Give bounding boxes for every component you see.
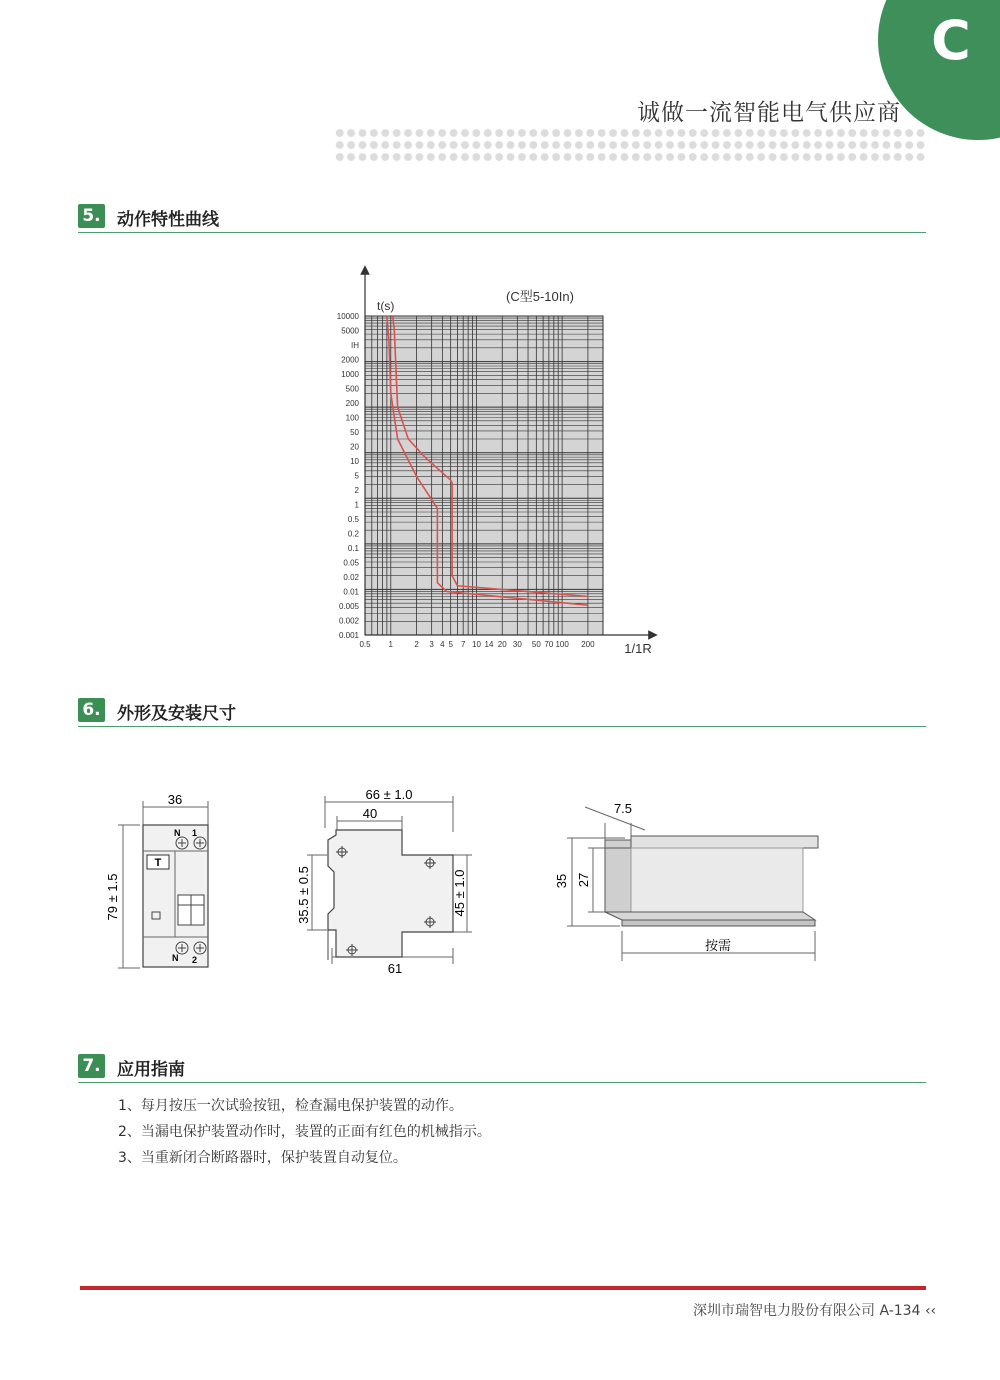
breaker-side-body — [328, 830, 453, 957]
section-number: 5. — [78, 204, 105, 228]
y-tick-label: 2000 — [341, 355, 359, 365]
x-tick-label: 3 — [429, 640, 434, 649]
width-dimension: 36 — [167, 792, 183, 807]
y-tick-label: 0.2 — [347, 529, 359, 539]
x-tick-label: 2 — [414, 640, 419, 649]
y-tick-label: 0.01 — [343, 587, 359, 597]
y-tick-label: 500 — [345, 384, 359, 394]
terminal-label: N — [174, 828, 181, 838]
x-tick-label: 1 — [388, 640, 394, 649]
y-tick-label: 20 — [350, 442, 359, 452]
base-width-dimension: 61 — [387, 961, 403, 976]
y-tick-label: 0.1 — [347, 544, 359, 553]
section-heading-dimensions — [78, 696, 926, 727]
section-heading-curve — [78, 202, 926, 233]
right-height-dimension: 45 ± 1.0 — [452, 869, 467, 917]
overall-width-dimension: 66 ± 1.0 — [365, 787, 413, 802]
trip-curve-chart — [320, 260, 680, 660]
section-title: 外形及安装尺寸 — [117, 704, 236, 724]
chart-title: (C型5-10In) — [506, 289, 574, 304]
x-tick-label: 100 — [555, 640, 569, 649]
y-tick-label: 0.02 — [343, 573, 359, 582]
y-tick-label: 5 — [354, 471, 359, 481]
guide-item: 2、当漏电保护装置动作时，装置的正面有红色的机械指示。 — [118, 1124, 491, 1140]
x-tick-label: 70 — [544, 640, 554, 649]
y-axis-label: t(s) — [377, 299, 395, 313]
x-tick-label: 5 — [448, 640, 453, 649]
top-width-dimension: 40 — [362, 806, 378, 821]
outer-height-dimension: 35 — [554, 873, 569, 889]
x-tick-label: 50 — [531, 640, 541, 649]
y-tick-label: 2 — [354, 486, 359, 495]
x-tick-label: 14 — [484, 640, 494, 649]
x-tick-label: 10 — [472, 640, 481, 649]
category-letter: C — [931, 9, 971, 72]
y-tick-label: IH — [351, 341, 359, 350]
height-dimension: 79 ± 1.5 — [105, 873, 120, 921]
footer-divider — [80, 1286, 926, 1290]
terminal-label: N — [172, 953, 179, 963]
section-heading-guide — [78, 1052, 926, 1083]
y-tick-label: 0.05 — [343, 558, 359, 568]
guide-item: 1、每月按压一次试验按钮，检查漏电保护装置的动作。 — [118, 1098, 463, 1114]
section-number: 6. — [78, 698, 105, 722]
section-title: 动作特性曲线 — [117, 210, 219, 230]
din-rail-drawing — [545, 795, 835, 975]
length-dimension: 按需 — [704, 938, 732, 953]
x-tick-label: 0.5 — [359, 640, 371, 649]
terminal-label: 2 — [192, 955, 198, 965]
y-tick-label: 100 — [345, 413, 359, 423]
x-axis-label: 1/1R — [624, 641, 652, 656]
section-number: 7. — [78, 1054, 105, 1078]
terminal-label: 1 — [192, 828, 198, 838]
guide-item: 3、当重新闭合断路器时，保护装置自动复位。 — [118, 1150, 407, 1166]
flange-dimension: 7.5 — [613, 801, 633, 816]
y-tick-label: 50 — [350, 428, 359, 437]
y-tick-label: 0.001 — [338, 631, 359, 640]
y-tick-label: 0.5 — [347, 515, 359, 524]
footer-company-page: 深圳市瑞智电力股份有限公司 A-134 ‹‹ — [693, 1303, 937, 1319]
y-tick-label: 200 — [345, 399, 359, 408]
y-tick-label: 10000 — [336, 312, 359, 321]
y-tick-label: 0.002 — [338, 616, 359, 626]
x-tick-label: 7 — [460, 640, 466, 649]
x-tick-label: 200 — [581, 640, 595, 649]
test-button-label: T — [154, 857, 162, 869]
company-slogan: 诚做一流智能电气供应商 — [637, 100, 901, 126]
y-tick-label: 0.005 — [338, 602, 359, 611]
y-tick-label: 1 — [354, 500, 359, 510]
inner-height-dimension: 27 — [576, 872, 591, 888]
y-tick-label: 1000 — [341, 370, 359, 379]
x-tick-label: 4 — [440, 640, 445, 649]
x-tick-label: 20 — [497, 640, 507, 649]
front-view-drawing — [100, 785, 230, 985]
left-height-dimension: 35.5 ± 0.5 — [296, 866, 311, 924]
y-tick-label: 5000 — [341, 326, 359, 336]
x-tick-label: 30 — [512, 640, 522, 649]
side-view-drawing — [290, 780, 480, 985]
decorative-dot-pattern — [334, 127, 928, 163]
section-title: 应用指南 — [117, 1060, 185, 1080]
y-tick-label: 10 — [350, 457, 359, 466]
